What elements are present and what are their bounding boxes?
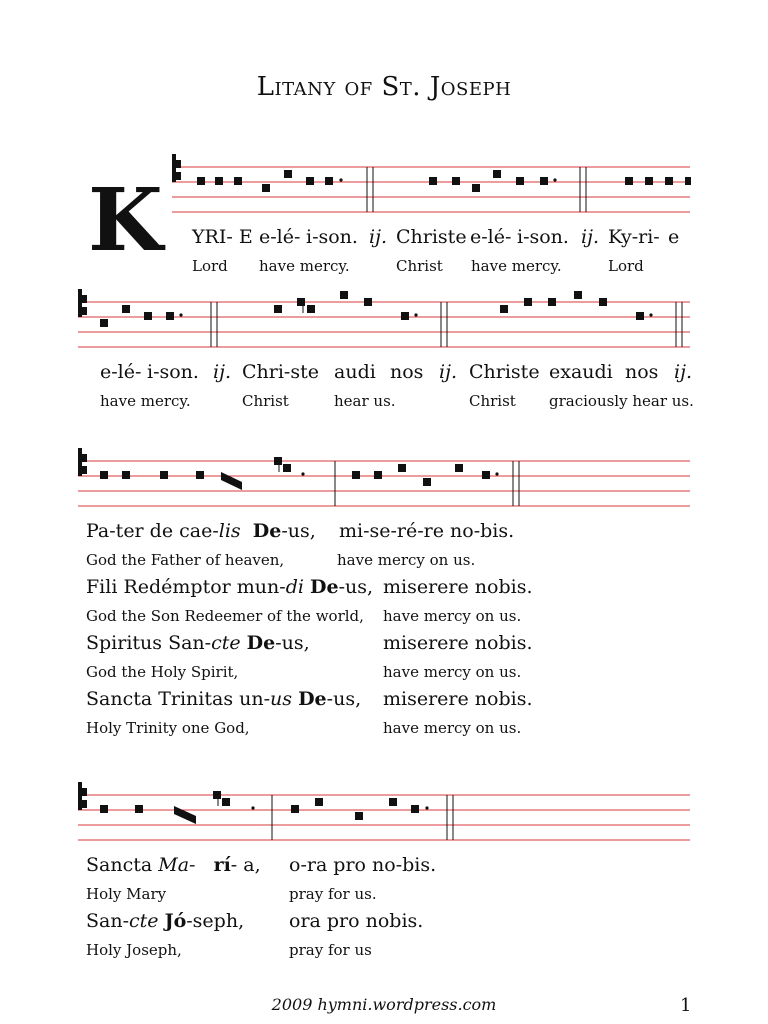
translation: hear us. — [334, 392, 396, 410]
lyric-response: miserere nobis. — [383, 632, 533, 654]
footer-text: 2009 hymni.wordpress.com — [271, 995, 497, 1014]
page-title: Litany of St. Joseph — [256, 72, 512, 102]
lyric-line: Sancta Ma- rí- a, — [86, 854, 261, 876]
translation: have mercy. — [259, 257, 350, 275]
lyric: e-lé- — [259, 226, 301, 248]
lyric: exaudi — [549, 361, 613, 383]
translation: God the Son Redeemer of the world, — [86, 607, 364, 625]
translation: graciously hear us. — [549, 392, 694, 410]
translation: Christ — [469, 392, 516, 410]
page-number: 1 — [680, 995, 692, 1016]
lyric: e-lé- — [470, 226, 512, 248]
translation: pray for us. — [289, 885, 377, 903]
translation: Holy Joseph, — [86, 941, 182, 959]
translation: have mercy. — [471, 257, 562, 275]
lyric: YRI- E — [192, 226, 253, 248]
translation: have mercy. — [100, 392, 191, 410]
lyric: ij. — [581, 226, 600, 248]
translation: have mercy on us. — [383, 607, 522, 625]
translation: Christ — [242, 392, 289, 410]
lyric-line: San-cte Jó-seph, — [86, 910, 245, 932]
lyric: i-son. — [517, 226, 569, 248]
translation: pray for us — [289, 941, 372, 959]
lyric: ij. — [369, 226, 388, 248]
lyric: Christe — [469, 361, 540, 383]
lyric-line: Pa-ter de cae-lis De-us, — [86, 520, 316, 542]
lyric-line: Sancta Trinitas un-us De-us, — [86, 688, 362, 710]
lyric: e-lé- — [100, 361, 142, 383]
translation: have mercy on us. — [383, 719, 522, 737]
lyric-line: Spiritus San-cte De-us, — [86, 632, 310, 654]
lyric: nos — [390, 361, 424, 383]
lyric-response: miserere nobis. — [383, 688, 533, 710]
translation: have mercy on us. — [337, 551, 476, 569]
lyric: i-son. — [306, 226, 358, 248]
translation: Christ — [396, 257, 443, 275]
lyric: e — [668, 226, 680, 248]
translation: have mercy on us. — [383, 663, 522, 681]
translation: Holy Mary — [86, 885, 167, 903]
lyric-response: miserere nobis. — [383, 576, 533, 598]
translation: Holy Trinity one God, — [86, 719, 250, 737]
translation: Lord — [192, 257, 228, 275]
lyric-response: o-ra pro no-bis. — [289, 854, 437, 876]
lyric: ij. — [213, 361, 232, 383]
translation: God the Holy Spirit, — [86, 663, 239, 681]
lyric: Chri-ste — [242, 361, 319, 383]
translation: God the Father of heaven, — [86, 551, 285, 569]
lyric-response: mi-se-ré-re no-bis. — [339, 520, 515, 542]
translation: Lord — [608, 257, 644, 275]
lyric: Christe — [396, 226, 467, 248]
lyric: Ky-ri- — [608, 226, 660, 248]
lyric-response: ora pro nobis. — [289, 910, 424, 932]
lyric-line: Fili Redémptor mun-di De-us, — [86, 576, 374, 598]
lyric: audi — [334, 361, 376, 383]
lyric: ij. — [674, 361, 693, 383]
lyric: ij. — [439, 361, 458, 383]
lyric: nos — [625, 361, 659, 383]
lyric: i-son. — [147, 361, 199, 383]
drop-cap: K — [88, 170, 163, 271]
